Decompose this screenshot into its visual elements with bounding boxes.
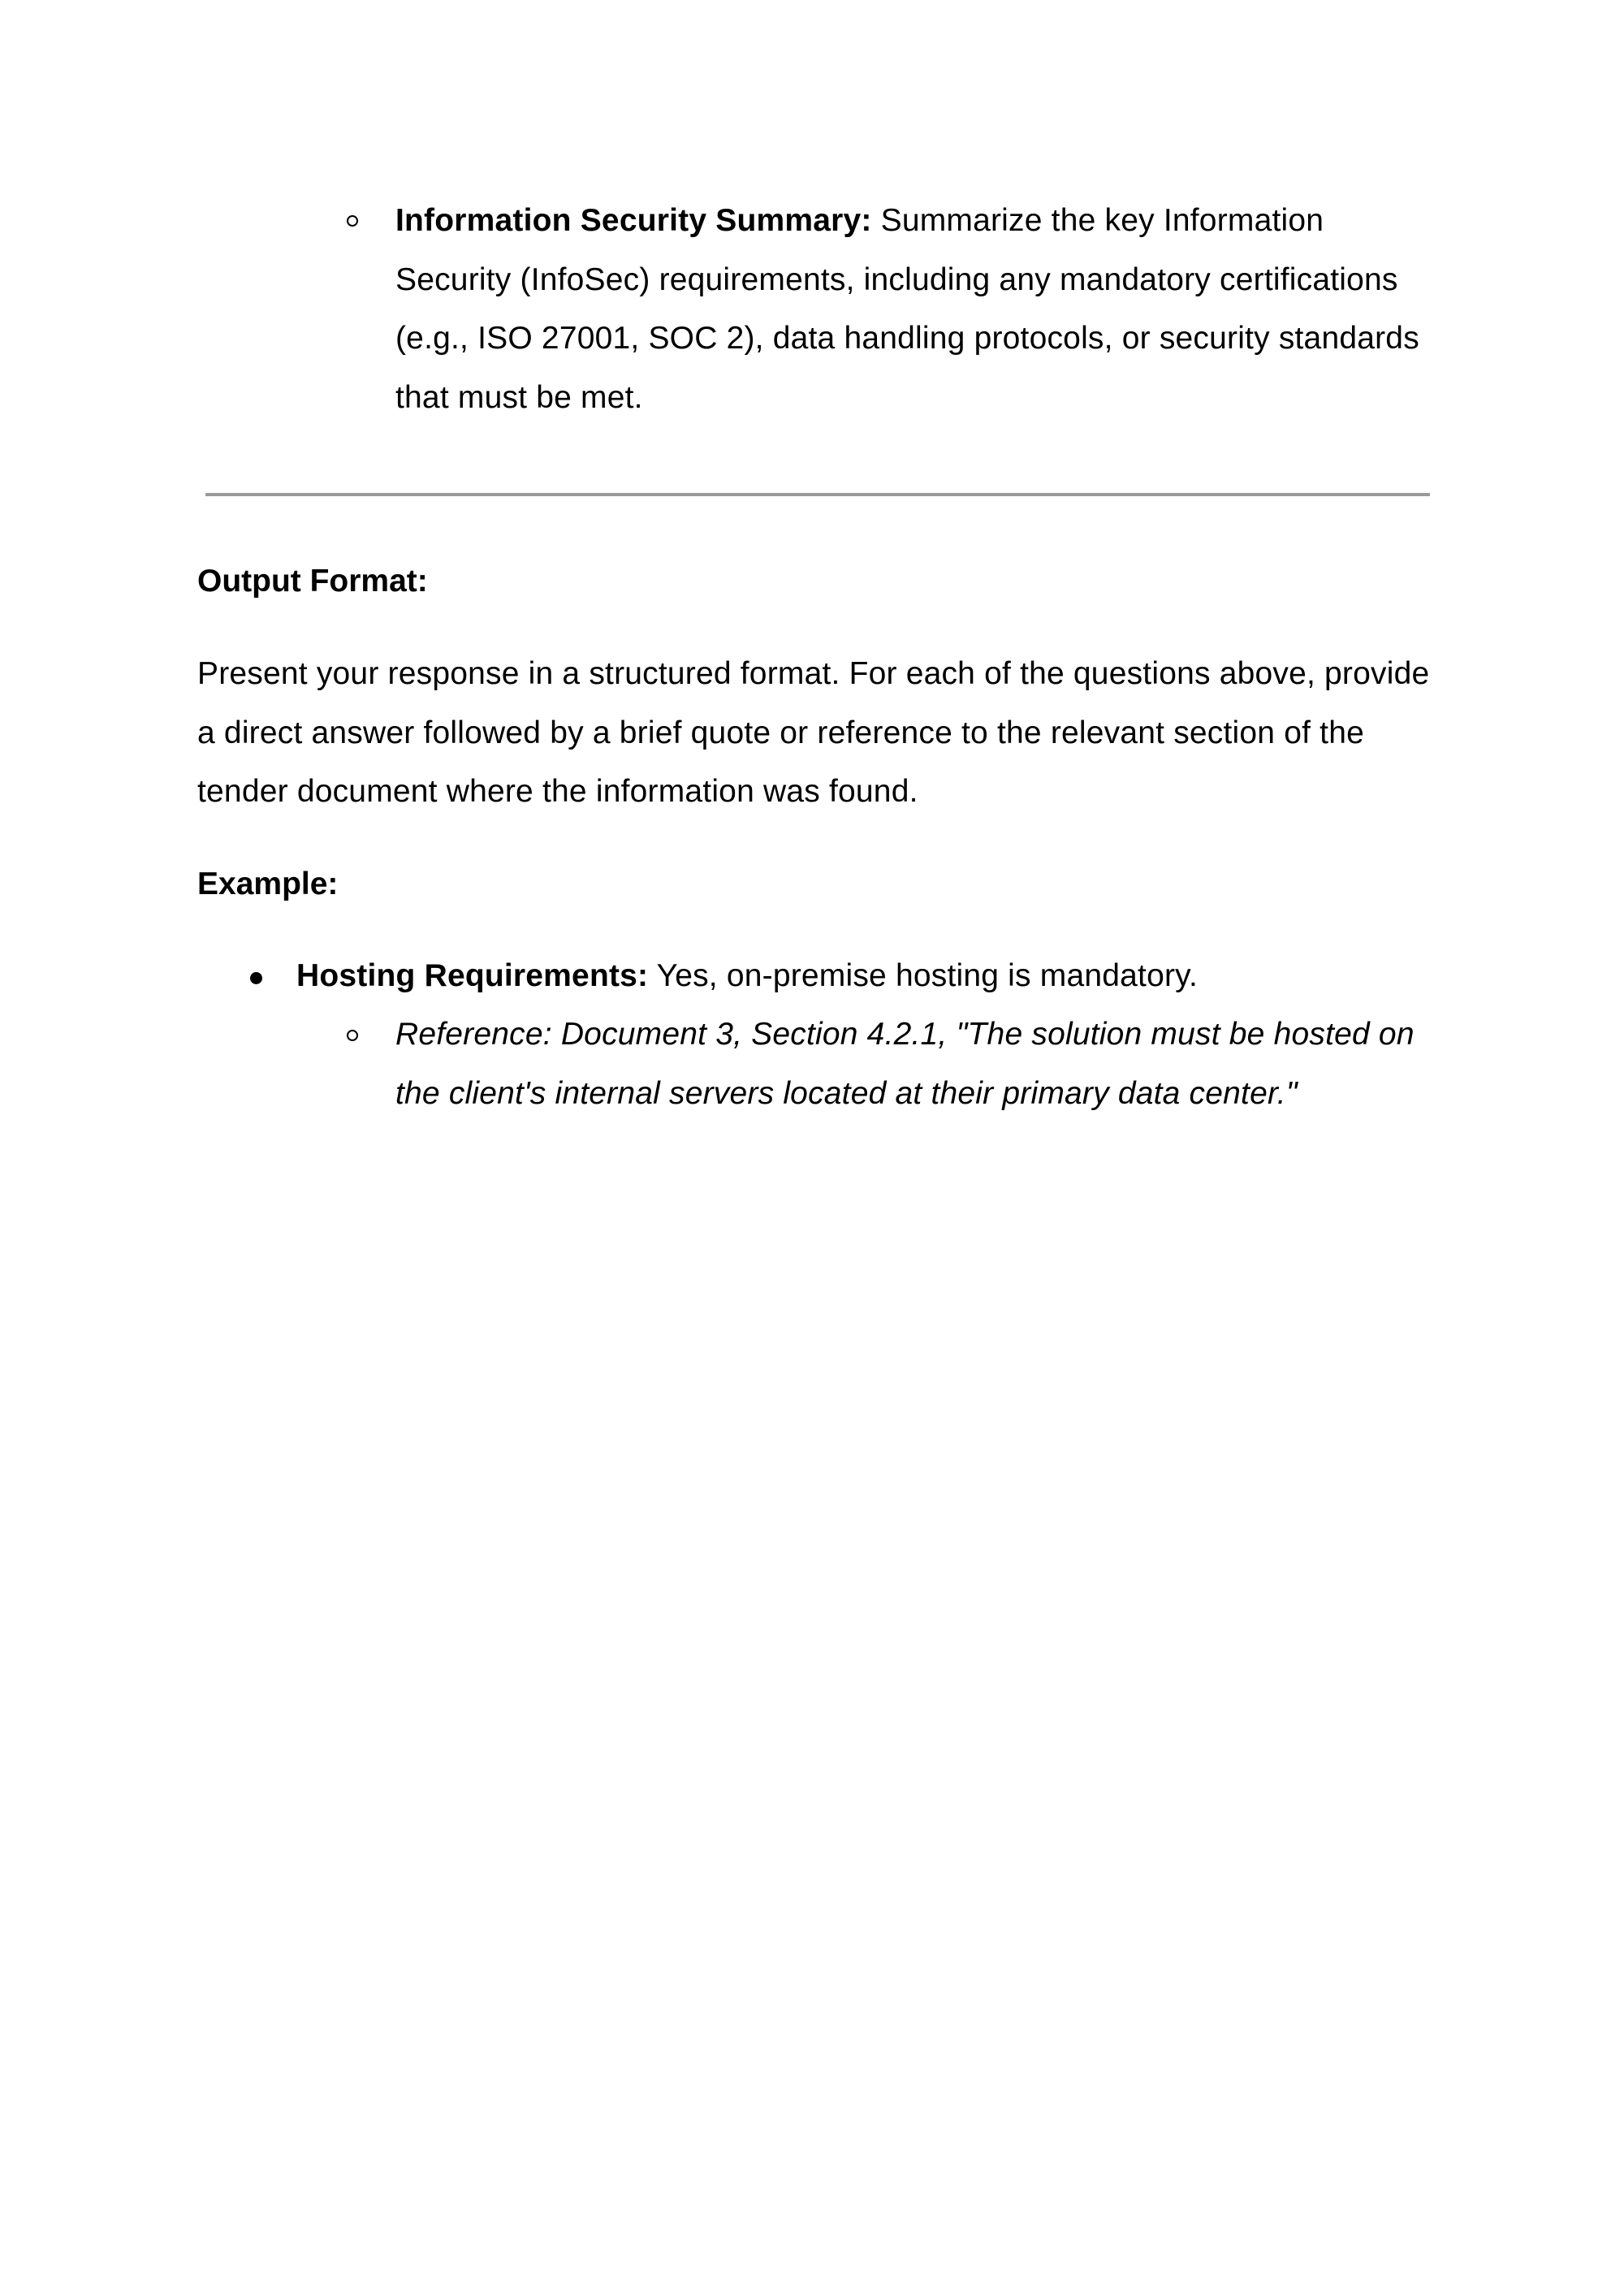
reference-list-item [395, 1005, 1451, 1123]
horizontal-divider [205, 493, 1430, 496]
hollow-bullet-icon [347, 1030, 358, 1041]
hosting-text: Yes, on-premise hosting is mandatory. [648, 958, 1198, 993]
infosec-text: Summarize the key Information Security (InfoSec) requirements, including any mandatory certifications (e.g., ISO 27001, SOC 2), data handling protocols, or security standards that must be met. [395, 203, 1419, 415]
infosec-label: Information Security Summary: [395, 203, 872, 238]
infosec-list-item [395, 192, 1435, 427]
output-format-paragraph: Present your response in a structured format. For each of the questions above, provide a direct answer followed by a brief quote or reference to the relevant section of the tender document where the information was found. [197, 656, 1430, 809]
hosting-label: Hosting Requirements: [296, 958, 649, 993]
example-heading: Example: [197, 867, 339, 901]
reference-label: Reference [395, 1017, 543, 1052]
hosting-list-item [296, 947, 1433, 1006]
solid-bullet-icon [250, 972, 262, 984]
reference-text: : Document 3, Section 4.2.1, "The solution must be hosted on the client's internal servers located at their primary data center." [395, 1017, 1415, 1111]
hollow-bullet-icon [347, 215, 358, 227]
output-format-heading: Output Format: [197, 564, 428, 599]
